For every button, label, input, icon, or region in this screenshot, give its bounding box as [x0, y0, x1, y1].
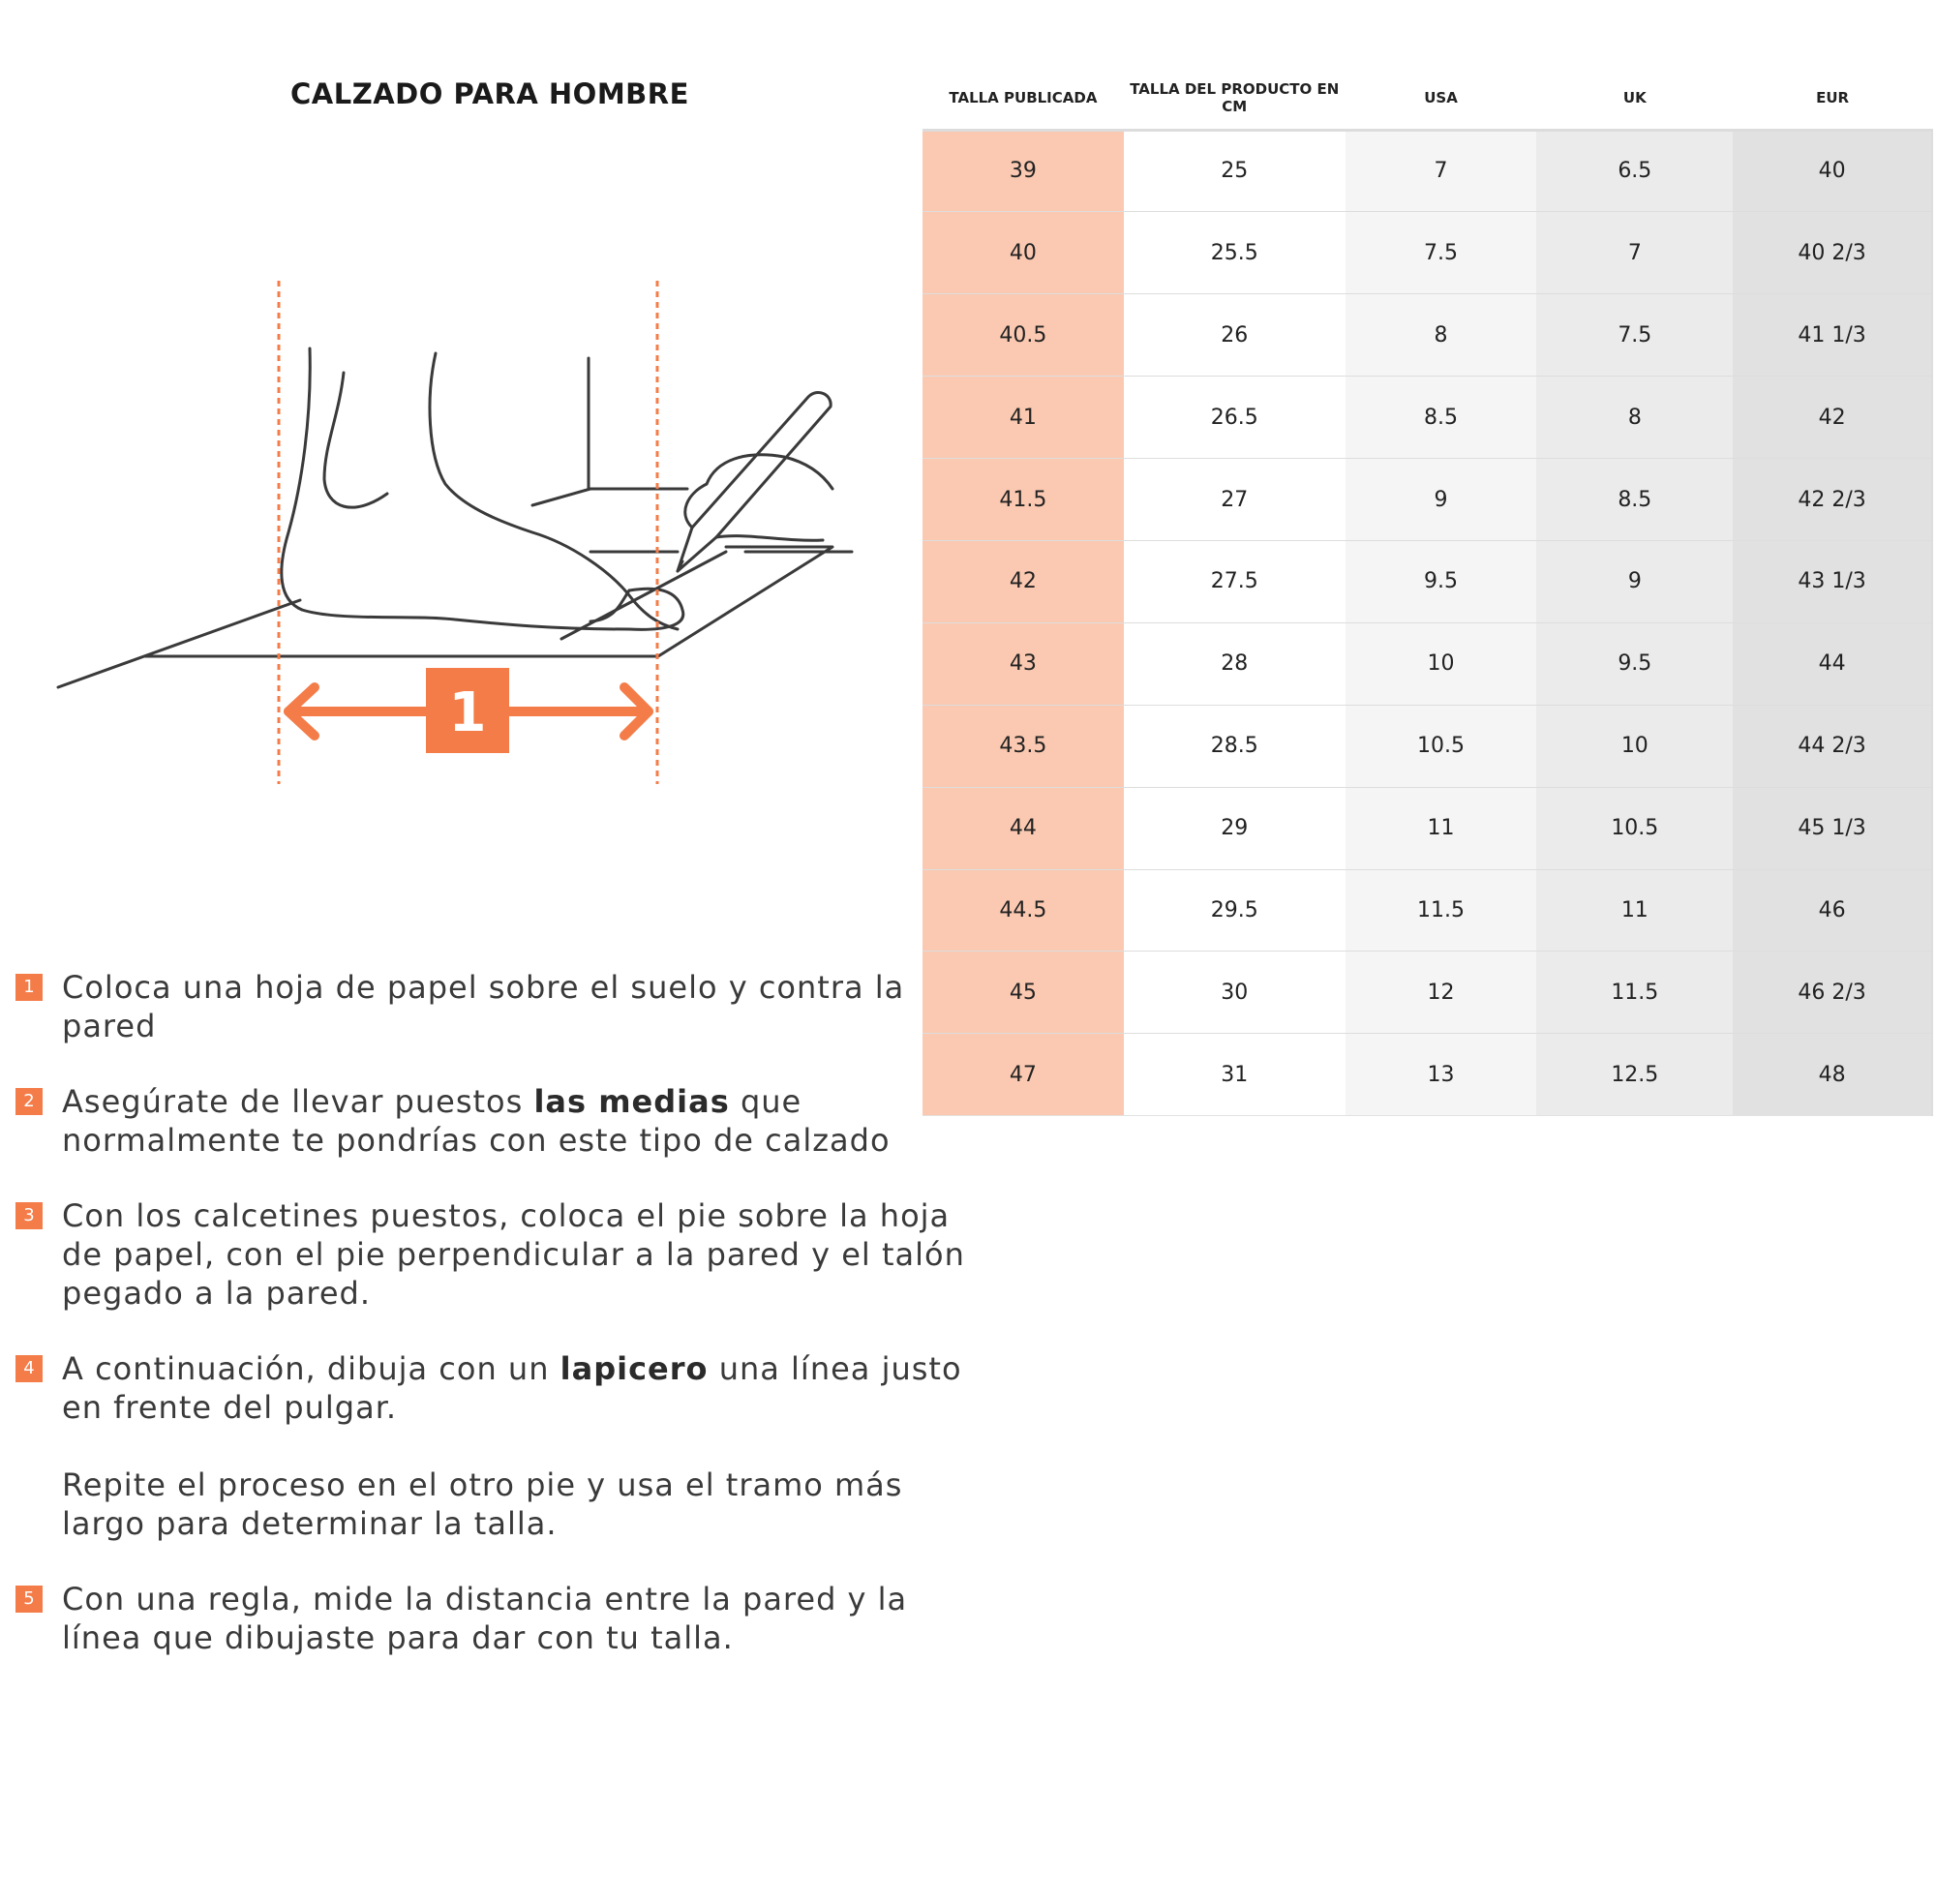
- table-header-row: [923, 68, 1932, 130]
- measurement-marker-label: 1: [448, 681, 487, 744]
- table-row: [923, 459, 1932, 541]
- usa-size-cell: 13: [1346, 1034, 1537, 1116]
- uk-size-cell: 8: [1536, 377, 1733, 459]
- step-text: Coloca una hoja de papel sobre el suelo y contra la pared: [62, 969, 905, 1044]
- cm-size-cell: 26.5: [1124, 377, 1346, 459]
- uk-size-cell: 6.5: [1536, 130, 1733, 212]
- uk-size-cell: 9.5: [1536, 622, 1733, 705]
- column-header-eur: EUR: [1733, 68, 1932, 130]
- cm-size-cell: 28.5: [1124, 705, 1346, 787]
- instruction-step-2: [12, 1082, 970, 1160]
- usa-size-cell: 11: [1346, 787, 1537, 869]
- eur-size-cell: 44: [1733, 622, 1932, 705]
- usa-size-cell: 12: [1346, 952, 1537, 1034]
- uk-size-cell: 12.5: [1536, 1034, 1733, 1116]
- published-size-cell: 39: [923, 130, 1124, 212]
- eur-size-cell: 44 2/3: [1733, 705, 1932, 787]
- eur-size-cell: 45 1/3: [1733, 787, 1932, 869]
- eur-size-cell: 41 1/3: [1733, 294, 1932, 377]
- cm-size-cell: 29.5: [1124, 869, 1346, 952]
- published-size-cell: 41: [923, 377, 1124, 459]
- uk-size-cell: 7: [1536, 212, 1733, 294]
- eur-size-cell: 46: [1733, 869, 1932, 952]
- published-size-cell: 42: [923, 540, 1124, 622]
- emphasis-text: lapicero: [560, 1350, 709, 1387]
- usa-size-cell: 10.5: [1346, 705, 1537, 787]
- uk-size-cell: 8.5: [1536, 459, 1733, 541]
- table-row: [923, 377, 1932, 459]
- eur-size-cell: 42 2/3: [1733, 459, 1932, 541]
- table-row: [923, 130, 1932, 212]
- instruction-step-4: [12, 1349, 970, 1543]
- column-header-cm: TALLA DEL PRODUCTO EN CM: [1124, 68, 1346, 130]
- page-title: CALZADO PARA HOMBRE: [290, 77, 689, 110]
- uk-size-cell: 9: [1536, 540, 1733, 622]
- cm-size-cell: 31: [1124, 1034, 1346, 1116]
- step-number-badge: 4: [15, 1355, 43, 1382]
- instruction-step-1: [12, 968, 970, 1045]
- table-row: [923, 952, 1932, 1034]
- emphasis-text: las medias: [533, 1083, 730, 1120]
- table-row: [923, 294, 1932, 377]
- usa-size-cell: 11.5: [1346, 869, 1537, 952]
- uk-size-cell: 7.5: [1536, 294, 1733, 377]
- usa-size-cell: 9.5: [1346, 540, 1537, 622]
- uk-size-cell: 10.5: [1536, 787, 1733, 869]
- instructions-list: [12, 968, 970, 1694]
- table-row: [923, 540, 1932, 622]
- cm-size-cell: 25.5: [1124, 212, 1346, 294]
- usa-size-cell: 7: [1346, 130, 1537, 212]
- size-conversion-table: [923, 68, 1933, 1116]
- table-row: [923, 705, 1932, 787]
- eur-size-cell: 42: [1733, 377, 1932, 459]
- step-number-badge: 3: [15, 1202, 43, 1229]
- cm-size-cell: 29: [1124, 787, 1346, 869]
- instruction-step-5: [12, 1580, 970, 1657]
- column-header-published-size: TALLA PUBLICADA: [923, 68, 1124, 130]
- step-text: Asegúrate de llevar puestos las medias que normalmente te pondrías con este tipo de calzado: [62, 1083, 891, 1159]
- column-header-uk: UK: [1536, 68, 1733, 130]
- table-row: [923, 1034, 1932, 1116]
- instruction-step-3: [12, 1196, 970, 1313]
- uk-size-cell: 10: [1536, 705, 1733, 787]
- cm-size-cell: 25: [1124, 130, 1346, 212]
- step-number-badge: 2: [15, 1088, 43, 1115]
- cm-size-cell: 28: [1124, 622, 1346, 705]
- published-size-cell: 43: [923, 622, 1124, 705]
- eur-size-cell: 40: [1733, 130, 1932, 212]
- table-row: [923, 622, 1932, 705]
- usa-size-cell: 7.5: [1346, 212, 1537, 294]
- cm-size-cell: 27: [1124, 459, 1346, 541]
- eur-size-cell: 40 2/3: [1733, 212, 1932, 294]
- cm-size-cell: 30: [1124, 952, 1346, 1034]
- step-text: Con una regla, mide la distancia entre la pared y la línea que dibujaste para dar con tu talla.: [62, 1581, 908, 1656]
- step-number-badge: 5: [15, 1586, 43, 1613]
- published-size-cell: 44.5: [923, 869, 1124, 952]
- uk-size-cell: 11: [1536, 869, 1733, 952]
- eur-size-cell: 46 2/3: [1733, 952, 1932, 1034]
- usa-size-cell: 9: [1346, 459, 1537, 541]
- published-size-cell: 40.5: [923, 294, 1124, 377]
- eur-size-cell: 48: [1733, 1034, 1932, 1116]
- step-number-badge: 1: [15, 974, 43, 1001]
- step-text: Con los calcetines puestos, coloca el pie sobre la hoja de papel, con el pie perpendicular a la pared y el talón pegado a la pared.: [62, 1197, 965, 1312]
- published-size-cell: 45: [923, 952, 1124, 1034]
- cm-size-cell: 27.5: [1124, 540, 1346, 622]
- table-row: [923, 787, 1932, 869]
- eur-size-cell: 43 1/3: [1733, 540, 1932, 622]
- published-size-cell: 40: [923, 212, 1124, 294]
- cm-size-cell: 26: [1124, 294, 1346, 377]
- published-size-cell: 41.5: [923, 459, 1124, 541]
- step-text: A continuación, dibuja con un lapicero una línea justo en frente del pulgar.: [62, 1350, 962, 1426]
- usa-size-cell: 8: [1346, 294, 1537, 377]
- table-row: [923, 869, 1932, 952]
- usa-size-cell: 10: [1346, 622, 1537, 705]
- published-size-cell: 43.5: [923, 705, 1124, 787]
- table-row: [923, 212, 1932, 294]
- uk-size-cell: 11.5: [1536, 952, 1733, 1034]
- usa-size-cell: 8.5: [1346, 377, 1537, 459]
- published-size-cell: 44: [923, 787, 1124, 869]
- published-size-cell: 47: [923, 1034, 1124, 1116]
- foot-measuring-icon: [48, 281, 862, 794]
- column-header-usa: USA: [1346, 68, 1537, 130]
- step-note: Repite el proceso en el otro pie y usa el tramo más largo para determinar la talla.: [62, 1466, 903, 1542]
